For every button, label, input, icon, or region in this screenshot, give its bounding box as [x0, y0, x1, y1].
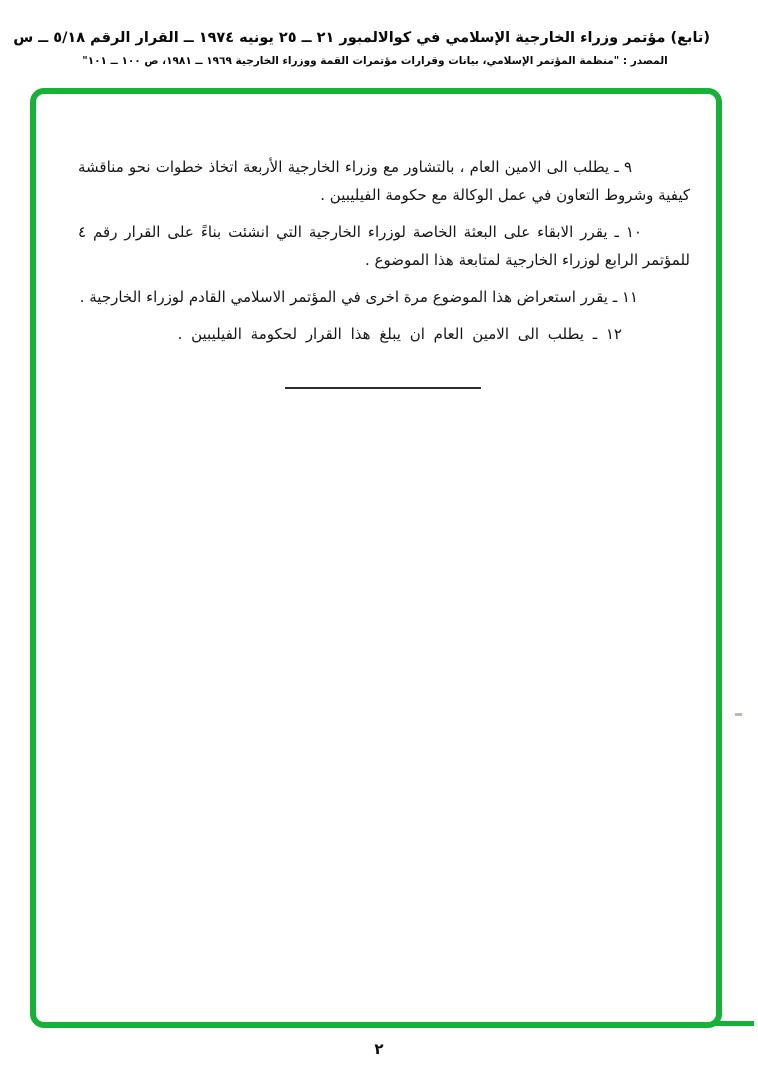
- header-title-line: (تابع) مؤتمر وزراء الخارجية الإسلامي في كوالالمبور ٢١ ــ ٢٥ يونيه ١٩٧٤ ــ القرار الرقم ٥/١٨ ــ س: [13, 30, 710, 46]
- green-border-tail: [712, 1021, 754, 1026]
- page-number: ٢: [374, 1040, 384, 1058]
- scan-artifact-mark: [735, 713, 742, 716]
- clause-9: ٩ ـ يطلب الى الامين العام ، بالتشاور مع وزراء الخارجية الأربعة اتخاذ خطوات نحو مناقشة كيفية وشروط التعاون في عمل الوكالة مع حكومة الفيليبين .: [78, 158, 690, 204]
- section-divider: [285, 387, 481, 389]
- resolution-clauses: [78, 153, 690, 357]
- document-header: [13, 27, 710, 68]
- header-source-line: المصدر : "منظمة المؤتمر الإسلامي، بيانات وقرارات مؤتمرات القمة ووزراء الخارجية ١٩٦٩ ــ ١٩٨١، ص ١٠٠ ــ ١٠١": [82, 55, 668, 67]
- clause-10: ١٠ ـ يقرر الابقاء على البعثة الخاصة لوزراء الخارجية التي انشئت بناءً على القرار رقم ٤ للمؤتمر الرابع لوزراء الخارجية لمتابعة هذا الموضوع .: [78, 223, 690, 269]
- clause-12: ١٢ ـ يطلب الى الامين العام ان يبلغ هذا القرار لحكومة الفيليبين .: [177, 325, 622, 343]
- clause-11: ١١ ـ يقرر استعراض هذا الموضوع مرة اخرى في المؤتمر الاسلامي القادم لوزراء الخارجية .: [79, 288, 638, 306]
